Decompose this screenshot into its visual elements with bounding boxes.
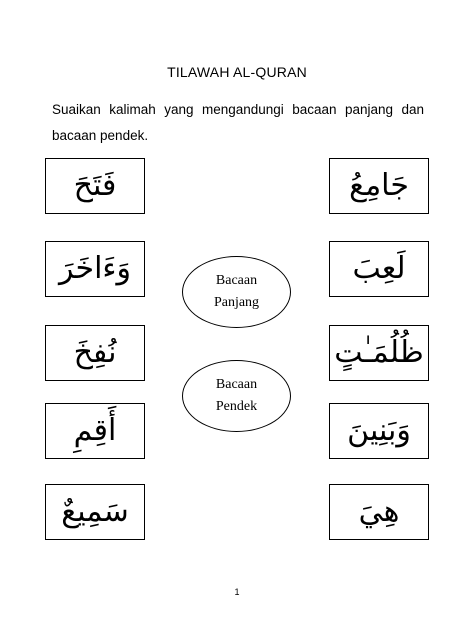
ellipse-short-line2: Pendek	[215, 399, 258, 414]
word-box-left-2[interactable]: وَءَاخَرَ	[45, 241, 145, 297]
word-box-right-2[interactable]: لَعِبَ	[329, 241, 429, 297]
word-box-right-5[interactable]: هِيَ	[329, 484, 429, 540]
ellipse-long-line1: Bacaan	[215, 273, 258, 288]
word-box-left-3[interactable]: نُفِخَ	[45, 325, 145, 381]
word-box-left-5[interactable]: سَمِيعٌ	[45, 484, 145, 540]
ellipse-short-line1: Bacaan	[215, 377, 258, 392]
word-box-right-1[interactable]: جَامِعُ	[329, 158, 429, 214]
word-box-right-3[interactable]: ظُلُمَـٰتٍ	[329, 325, 429, 381]
page-number: 1	[234, 587, 240, 597]
word-box-right-4[interactable]: وَبَنِينَ	[329, 403, 429, 459]
page-title: TILAWAH AL-QURAN	[167, 64, 307, 80]
instruction-text: Suaikan kalimah yang mengandungi bacaan panjang dan bacaan pendek.	[52, 102, 424, 143]
word-box-left-1[interactable]: فَتَحَ	[45, 158, 145, 214]
ellipse-bacaan-panjang[interactable]	[182, 256, 291, 328]
word-box-left-4[interactable]: أَقِمِ	[45, 403, 145, 459]
ellipse-bacaan-pendek[interactable]	[182, 360, 291, 432]
ellipse-long-line2: Panjang	[213, 295, 260, 310]
